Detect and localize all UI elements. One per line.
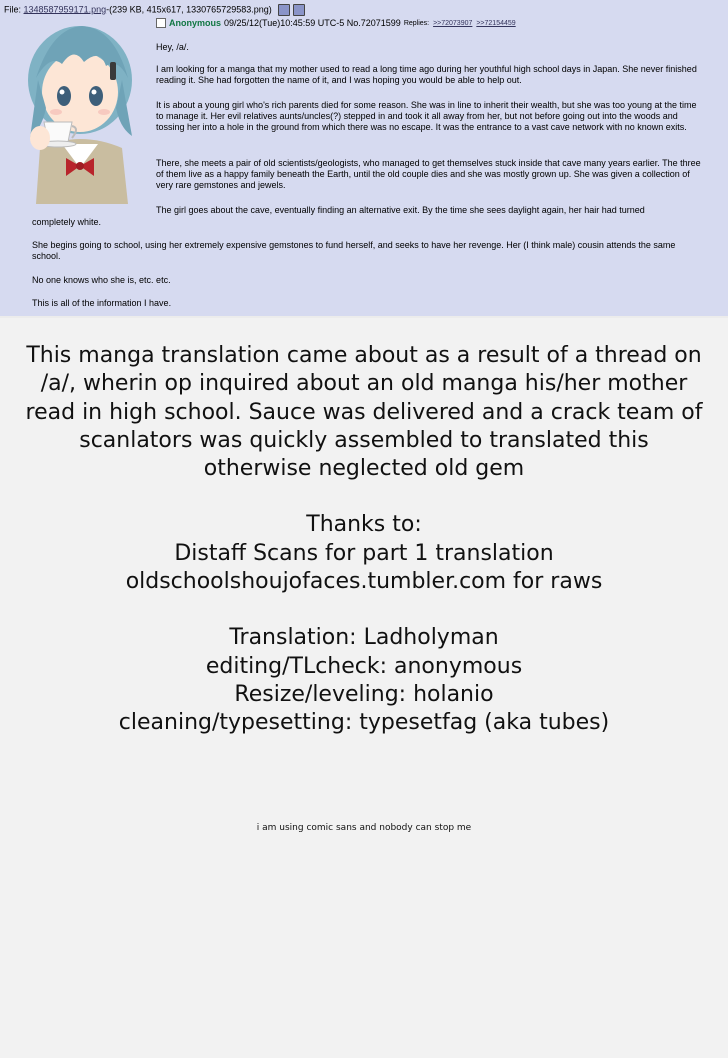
- reply-link[interactable]: >>72073907: [433, 19, 473, 27]
- post-paragraph: There, she meets a pair of old scientists/geologists, who managed to get themselves stuck inside that cave many years earlier. The three of them live as a happy family beneath the Earth, until the old couple dies and she was mostly grown up. She was given a collection of very rare gemstones and jewels.: [156, 158, 701, 190]
- thanks-line: oldschoolshoujofaces.tumbler.com for raws: [125, 569, 603, 595]
- post-paragraph: It is about a young girl who's rich parents died for some reason. She was in line to inherit their wealth, but she was too young at the time to manage it. Her evil relatives aunts/uncles(?) stepped in and took it all away from her, but not before going out into the woods and tossing her into a hole in the ground from which there was no escape. It was the entrance to a vast cave network with no known exits.: [156, 100, 697, 132]
- staff-line: Translation: Ladholyman: [229, 625, 499, 651]
- intro-line: scanlators was quickly assembled to translated this: [79, 427, 649, 453]
- footnote: i am using comic sans and nobody can stop me: [256, 823, 472, 833]
- anime-girl-thumbnail[interactable]: [22, 18, 140, 204]
- file-link[interactable]: 1348587959171.png: [23, 4, 107, 15]
- forum-post: [0, 0, 728, 316]
- credits-page: [0, 342, 728, 738]
- staff-line: cleaning/typesetting: typesetfag (aka tubes): [118, 710, 610, 736]
- staff-line: Resize/leveling: holanio: [234, 681, 494, 707]
- divider: [0, 316, 728, 318]
- post-paragraph: Hey, /a/.: [156, 42, 189, 52]
- staff-block: [0, 624, 728, 737]
- image-search-icon[interactable]: [293, 4, 305, 16]
- poster-name: Anonymous: [169, 18, 222, 28]
- staff-line: editing/TLcheck: anonymous: [205, 653, 523, 679]
- file-meta: -(239 KB, 415x617, 1330765729583.png): [106, 4, 272, 15]
- post-paragraph: completely white.: [32, 217, 102, 227]
- file-info: [4, 4, 305, 16]
- thanks-block: [0, 511, 728, 596]
- replies: [404, 20, 516, 27]
- post-paragraph: I am looking for a manga that my mother used to read a long time ago during her youthful high school days in Japan. She never finished reading it. She had forgotten the name of it, and I was hoping you would be able to help out.: [156, 64, 697, 85]
- intro-line: read in high school. Sauce was delivered and a crack team of: [25, 399, 703, 425]
- post-datetime: 09/25/12(Tue)10:45:59 UTC-5 No.72071599: [224, 18, 401, 28]
- replies-label: Replies:: [403, 19, 430, 27]
- post-paragraph: The girl goes about the cave, eventually finding an alternative exit. By the time she sees daylight again, her hair had turned: [156, 205, 645, 215]
- post-paragraph: No one knows who she is, etc. etc.: [32, 275, 171, 285]
- intro-line: /a/, wherin op inquired about an old manga his/her mother: [40, 371, 688, 397]
- post-menu-icon[interactable]: [278, 4, 290, 16]
- intro-line: otherwise neglected old gem: [203, 456, 525, 482]
- file-label: File:: [4, 4, 24, 15]
- intro-line: This manga translation came about as a result of a thread on: [26, 343, 702, 368]
- thanks-line: Thanks to:: [306, 512, 422, 538]
- post-info: [156, 18, 516, 28]
- delete-checkbox[interactable]: [156, 18, 166, 28]
- post-paragraph: She begins going to school, using her extremely expensive gemstones to fund herself, and seeks to have her revenge. Her (I think male) cousin attends the same school.: [32, 240, 676, 261]
- intro-block: [0, 342, 728, 483]
- post-paragraph: This is all of the information I have.: [32, 298, 172, 308]
- thanks-line: Distaff Scans for part 1 translation: [174, 540, 554, 566]
- reply-link[interactable]: >>72154459: [476, 19, 516, 27]
